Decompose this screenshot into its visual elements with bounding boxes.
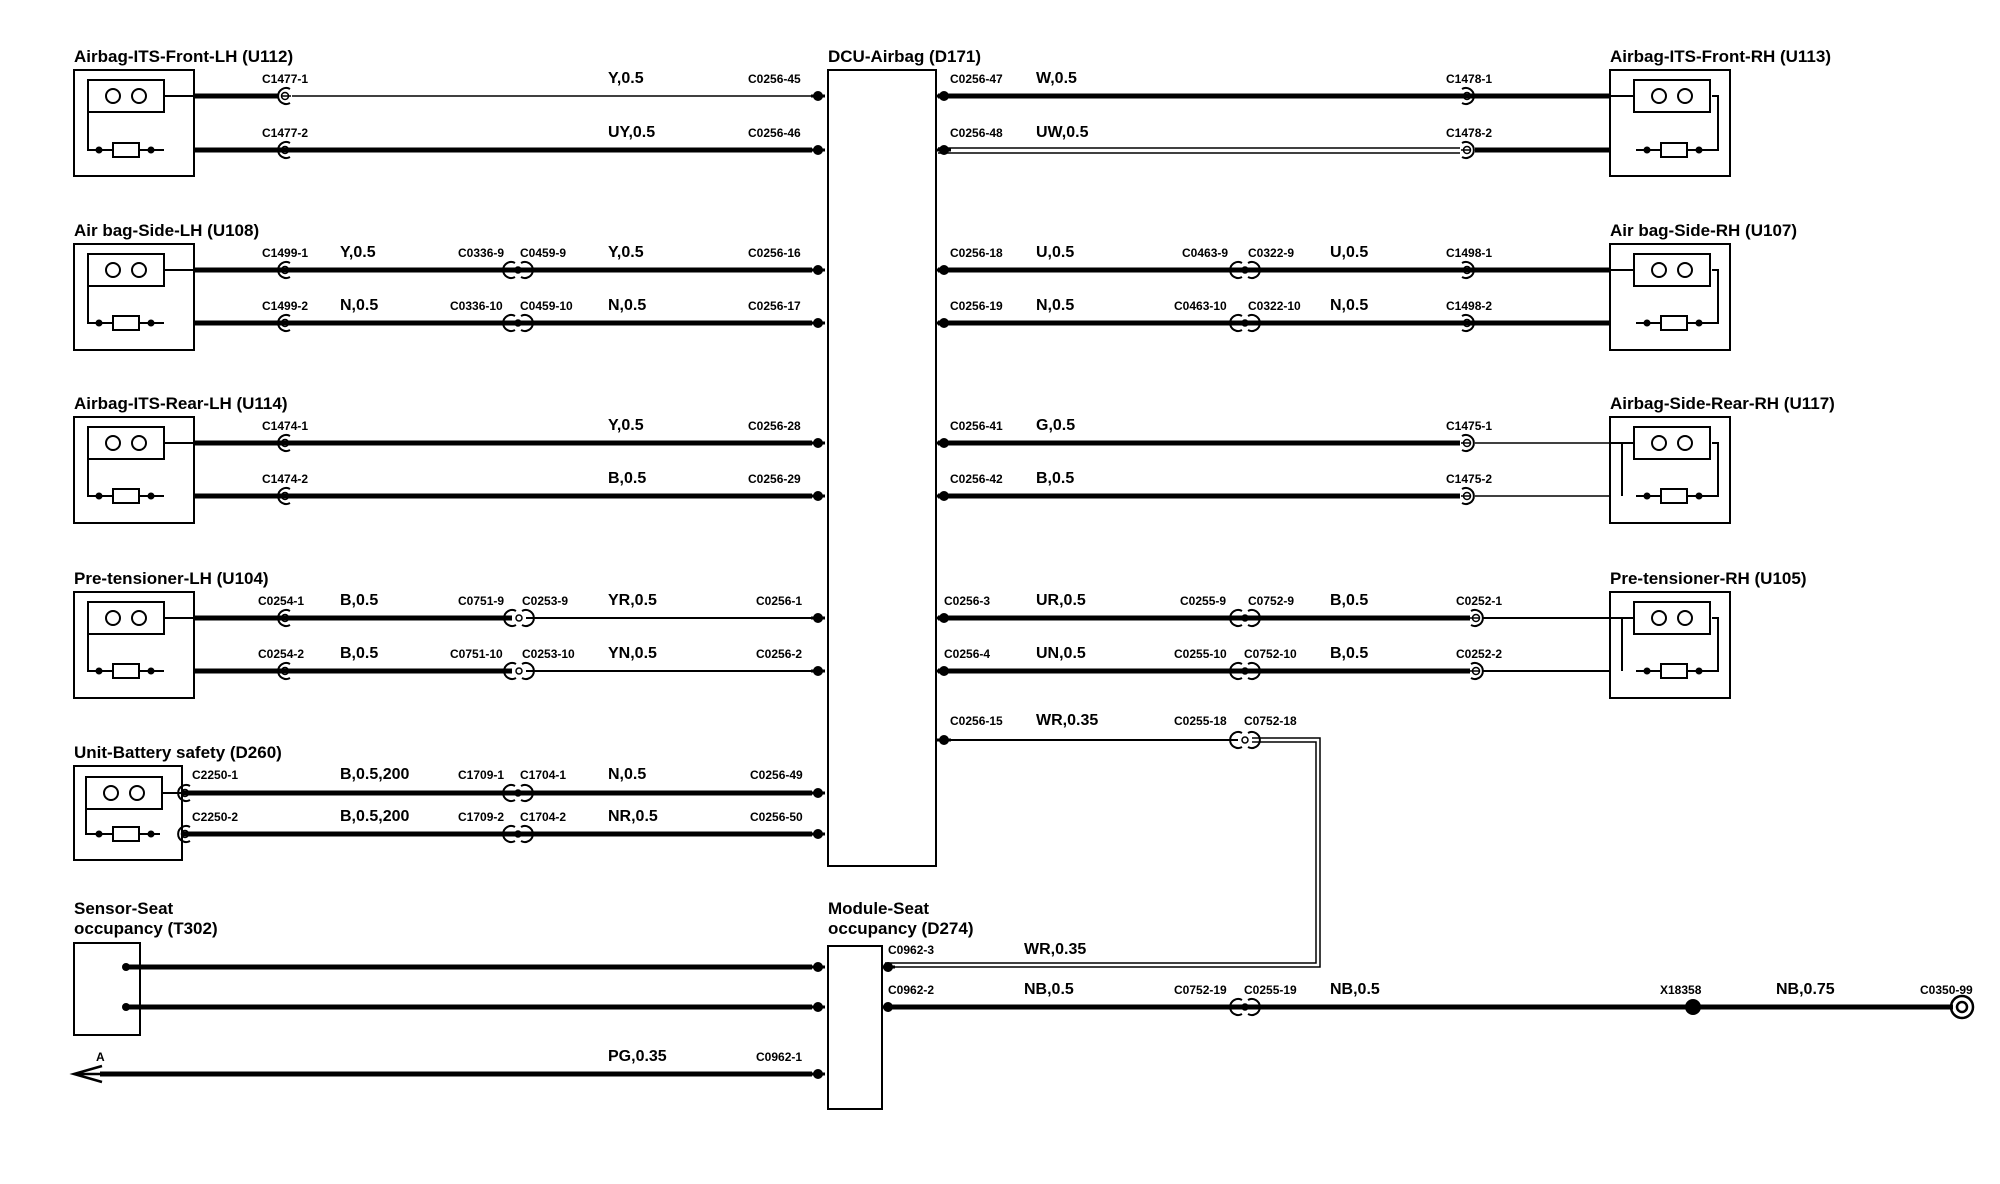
wire-label: NB,0.5: [1024, 981, 1074, 998]
wire-label: YN,0.5: [608, 645, 657, 662]
label-seat-sensor-1: Sensor-Seat: [74, 899, 174, 918]
label-battery-safety: Unit-Battery safety (D260): [74, 743, 282, 762]
conn-label: C0256-49: [750, 768, 803, 782]
wire-label: N,0.5: [340, 297, 379, 314]
wire-label: W,0.5: [1036, 70, 1077, 87]
conn-label: C0253-9: [522, 594, 569, 608]
conn-label: C0256-15: [950, 714, 1003, 728]
module-its-front-lh: [74, 70, 194, 176]
label-dcu: DCU-Airbag (D171): [828, 47, 982, 66]
wire-label: N,0.5: [1036, 297, 1075, 314]
wire-label: UN,0.5: [1036, 645, 1086, 662]
wire-label: UW,0.5: [1036, 124, 1089, 141]
label-side-rh: Air bag-Side-RH (U107): [1610, 221, 1798, 240]
wire-label: B,0.5: [340, 592, 379, 609]
conn-label: C0256-41: [950, 419, 1003, 433]
wire-label: G,0.5: [1036, 417, 1076, 434]
wire-labels: [340, 70, 1835, 1065]
wire-label: NB,0.5: [1330, 981, 1380, 998]
wire-label: B,0.5,200: [340, 766, 410, 783]
wire-label: Y,0.5: [608, 244, 644, 261]
conn-label: C0252-2: [1456, 647, 1503, 661]
conn-label: C0962-2: [888, 983, 935, 997]
conn-label: C0336-9: [458, 246, 505, 260]
wire-label: B,0.5: [608, 470, 647, 487]
conn-label: C0254-1: [258, 594, 305, 608]
conn-label: C0256-1: [756, 594, 803, 608]
module-side-rh: [1610, 244, 1730, 350]
conn-label: C1709-1: [458, 768, 505, 782]
wire-label: B,0.5: [340, 645, 379, 662]
conn-label: C0322-10: [1248, 299, 1301, 313]
conn-label: C1474-1: [262, 419, 309, 433]
label-seat-module-2: occupancy (D274): [828, 919, 974, 938]
conn-label: C0962-1: [756, 1050, 803, 1064]
conn-label: C0459-10: [520, 299, 573, 313]
label-seat-sensor-2: occupancy (T302): [74, 919, 218, 938]
conn-label: C2250-1: [192, 768, 239, 782]
wire-label: NR,0.5: [608, 808, 658, 825]
conn-label: C0751-10: [450, 647, 503, 661]
wire-label: B,0.5: [1036, 470, 1075, 487]
conn-label: C1475-1: [1446, 419, 1493, 433]
conn-label: C0255-10: [1174, 647, 1227, 661]
conn-label: C0256-16: [748, 246, 801, 260]
conn-label: C0256-48: [950, 126, 1003, 140]
wire-label: B,0.5: [1330, 645, 1369, 662]
module-its-front-rh: [1610, 70, 1730, 176]
conn-label: C0350-99: [1920, 983, 1973, 997]
module-pretens-lh: [74, 592, 194, 698]
conn-label-arrow-a: A: [96, 1050, 105, 1064]
conn-label: C0255-9: [1180, 594, 1227, 608]
conn-label: C1498-2: [1446, 299, 1493, 313]
conn-label: C0256-19: [950, 299, 1003, 313]
module-pretens-rh: [1610, 592, 1730, 698]
wire-label: WR,0.35: [1024, 941, 1087, 958]
module-its-rear-lh: [74, 417, 194, 523]
wire-label: U,0.5: [1330, 244, 1369, 261]
component-labels: [74, 47, 1835, 938]
conn-label: C0256-18: [950, 246, 1003, 260]
conn-label: C0256-29: [748, 472, 801, 486]
conn-label: C1704-2: [520, 810, 567, 824]
module-seat-sensor: [74, 943, 140, 1035]
conn-label: C0752-18: [1244, 714, 1297, 728]
conn-label: C0253-10: [522, 647, 575, 661]
conn-label: C0751-9: [458, 594, 505, 608]
wire-label: PG,0.35: [608, 1048, 667, 1065]
conn-label: C1709-2: [458, 810, 505, 824]
conn-label: C1478-1: [1446, 72, 1493, 86]
conn-label: C1498-1: [1446, 246, 1493, 260]
conn-label: C2250-2: [192, 810, 239, 824]
wire-label: YR,0.5: [608, 592, 657, 609]
wire-label: N,0.5: [608, 766, 647, 783]
wire-label: UR,0.5: [1036, 592, 1086, 609]
module-side-rear-rh: [1610, 417, 1730, 523]
wire-double: [938, 148, 1460, 153]
conn-label: C0256-2: [756, 647, 803, 661]
label-side-lh: Air bag-Side-LH (U108): [74, 221, 260, 240]
label-its-front-lh: Airbag-ITS-Front-LH (U112): [74, 47, 294, 66]
splice-x18358: [1685, 999, 1701, 1015]
label-seat-module-1: Module-Seat: [828, 899, 930, 918]
seat-module-box: [828, 946, 882, 1109]
wire-label: WR,0.35: [1036, 712, 1099, 729]
conn-label: C0254-2: [258, 647, 305, 661]
conn-label: C1475-2: [1446, 472, 1493, 486]
wire-label: B,0.5,200: [340, 808, 410, 825]
conn-label: C0322-9: [1248, 246, 1295, 260]
label-its-rear-lh: Airbag-ITS-Rear-LH (U114): [74, 394, 288, 413]
wire-label: B,0.5: [1330, 592, 1369, 609]
conn-label: C0752-10: [1244, 647, 1297, 661]
wire-label: U,0.5: [1036, 244, 1075, 261]
conn-label: C0252-1: [1456, 594, 1503, 608]
conn-label: C0463-10: [1174, 299, 1227, 313]
module-battery-safety: [74, 766, 183, 860]
conn-label: C1477-1: [262, 72, 309, 86]
wire-label: Y,0.5: [340, 244, 376, 261]
conn-label: C0459-9: [520, 246, 567, 260]
dcu-airbag-box: [828, 70, 936, 866]
label-side-rear-rh: Airbag-Side-Rear-RH (U117): [1610, 394, 1835, 413]
conn-label: C1499-1: [262, 246, 309, 260]
conn-label: C0256-46: [748, 126, 801, 140]
conn-label: C1704-1: [520, 768, 567, 782]
module-side-lh: [74, 244, 194, 350]
conn-label: C1499-2: [262, 299, 309, 313]
conn-label: C0752-19: [1174, 983, 1227, 997]
label-its-front-rh: Airbag-ITS-Front-RH (U113): [1610, 47, 1831, 66]
ground-terminal: [1951, 996, 1973, 1018]
conn-label: C1477-2: [262, 126, 309, 140]
conn-label: C1478-2: [1446, 126, 1493, 140]
conn-label: C0336-10: [450, 299, 503, 313]
wire-label: UY,0.5: [608, 124, 656, 141]
conn-label: C0256-28: [748, 419, 801, 433]
wire-label: N,0.5: [608, 297, 647, 314]
conn-label: C0255-18: [1174, 714, 1227, 728]
label-pretens-lh: Pre-tensioner-LH (U104): [74, 569, 269, 588]
conn-label: C0256-17: [748, 299, 801, 313]
conn-label: C0256-3: [944, 594, 991, 608]
label-pretens-rh: Pre-tensioner-RH (U105): [1610, 569, 1807, 588]
conn-label: C0256-50: [750, 810, 803, 824]
conn-label: C0752-9: [1248, 594, 1295, 608]
wire-label: Y,0.5: [608, 417, 644, 434]
conn-label: C0256-47: [950, 72, 1003, 86]
off-page-arrow-a: [74, 1066, 102, 1082]
conn-label: C0255-19: [1244, 983, 1297, 997]
wire-label: N,0.5: [1330, 297, 1369, 314]
conn-label: C0463-9: [1182, 246, 1229, 260]
conn-label: X18358: [1660, 983, 1702, 997]
conn-label: C0256-4: [944, 647, 991, 661]
wire-label: NB,0.75: [1776, 981, 1835, 998]
conn-label: C0256-42: [950, 472, 1003, 486]
conn-label: C0256-45: [748, 72, 801, 86]
conn-label: C1474-2: [262, 472, 309, 486]
wire-label: Y,0.5: [608, 70, 644, 87]
conn-label: C0962-3: [888, 943, 935, 957]
